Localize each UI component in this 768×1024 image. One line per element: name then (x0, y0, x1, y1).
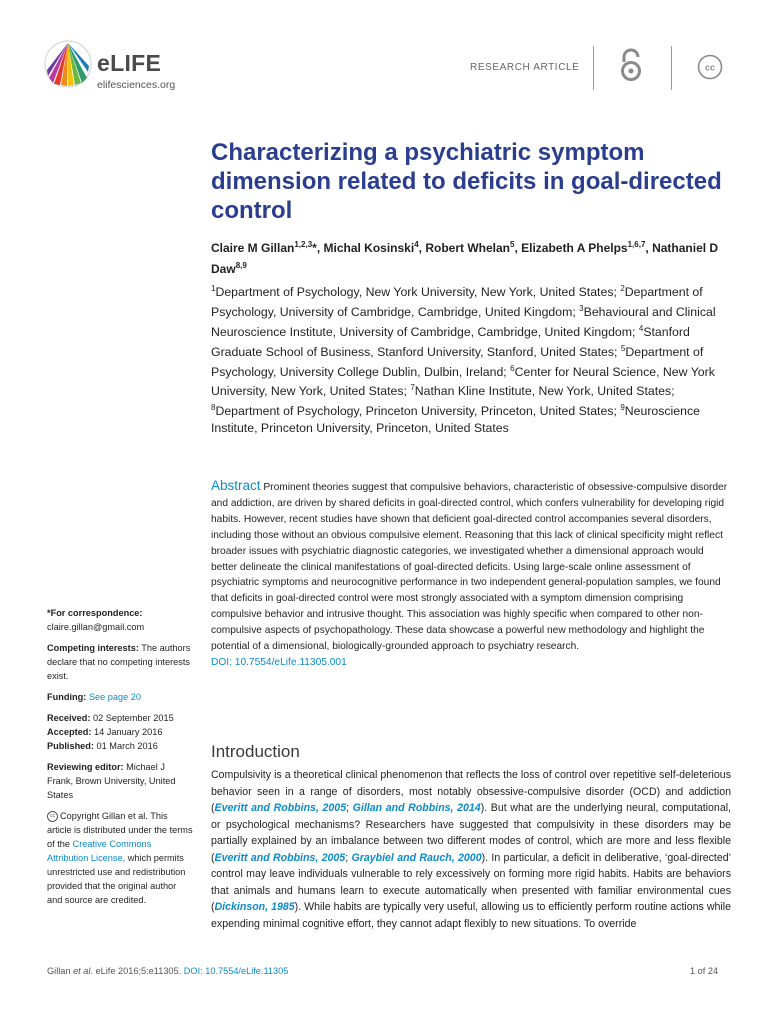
elife-logo[interactable] (44, 40, 92, 88)
affiliation-text: Behavioural and Clinical Neuroscience Institute, University of Cambridge, Cambridge, United Kingdom; (211, 304, 716, 339)
affiliation-number: 4 (638, 323, 644, 333)
affiliation-text: Neuroscience Institute, Princeton University, Princeton, United States (211, 404, 700, 436)
affiliation-number: 3 (579, 303, 584, 313)
author-name[interactable]: Robert Whelan (425, 241, 510, 255)
citation-link[interactable]: Everitt and Robbins, 2005 (214, 851, 346, 864)
article-info-sidebar (47, 606, 193, 914)
author-affiliation-marker: 4 (414, 240, 419, 249)
citation-link[interactable]: Everitt and Robbins, 2005 (214, 802, 347, 814)
affiliation-number: 5 (620, 343, 626, 353)
competing-interests (47, 641, 193, 683)
page-number: 1 of 24 (690, 966, 719, 976)
citation-link[interactable]: Graybiel and Rauch, 2000 (351, 851, 482, 864)
corresponding-author-marker: * (312, 241, 317, 255)
abstract-doi-link[interactable]: DOI: 10.7554/eLife.11305.001 (211, 656, 347, 668)
introduction-body (211, 767, 731, 932)
affiliation-list (211, 281, 731, 437)
cc-small-icon: cc (47, 811, 58, 822)
footer-citation (47, 966, 288, 976)
author-affiliation-marker: 1,6,7 (627, 240, 646, 249)
affiliation-text: Stanford Graduate School of Business, Stanford University, Stanford, United States; (211, 324, 690, 359)
author-name[interactable]: Michal Kosinski (323, 241, 415, 255)
affiliation-text: Nathan Kline Institute, New York, United States; (414, 384, 675, 399)
affiliation-text: Department of Psychology, University of Cambridge, Cambridge, United Kingdom; (211, 285, 703, 319)
footer-journal: eLife 2016;5:e11305. (95, 966, 182, 976)
footer-doi-link[interactable]: DOI: 10.7554/eLife.11305 (183, 966, 289, 976)
body-text: ; (345, 851, 352, 864)
reviewing-editor (47, 760, 193, 802)
received-date: 02 September 2015 (92, 713, 174, 723)
funding-label: Funding: (47, 692, 87, 702)
editor-value: Michael J Frank, Brown University, United States (47, 762, 176, 800)
brand-url[interactable]: elifesciences.org (97, 79, 176, 91)
competing-value: The authors declare that no competing interests exist. (47, 643, 191, 681)
affiliation-number: 2 (620, 284, 625, 293)
affiliation-number: 6 (510, 363, 515, 373)
header-divider (671, 46, 672, 90)
body-text: ). In particular, a deficit in deliberative, ‘goal-directed’ control may leave individuals vulnerable to rely excessively on forming more rigid habits. Habits are behaviors that animals and humans learn to execute automatically when presented with familiar environmental cues ( (211, 851, 732, 913)
received-label: Received: (47, 713, 91, 723)
author-name[interactable]: Nathaniel D Daw (211, 241, 719, 276)
author-affiliation-marker: 5 (510, 240, 515, 249)
competing-label: Competing interests: (47, 643, 139, 653)
creative-commons-icon (697, 54, 723, 80)
footer-author: Gillan (47, 966, 71, 976)
license-link[interactable]: Creative Commons Attribution License, (47, 839, 152, 863)
affiliation-text: Center for Neural Science, New York University, New York, United States; (211, 364, 715, 399)
header-divider (593, 46, 594, 90)
copyright-post: which permits unrestricted use and redistribution provided that the original author and source are credited. (47, 853, 186, 905)
copyright (47, 809, 193, 907)
body-text: ). While habits are typically very useful, allowing us to efficiently perform routine actions while expending minimal cognitive effort, they cannot adapt flexibly to new situations. To override (211, 901, 731, 930)
introduction-heading: Introduction (211, 742, 300, 761)
footer-etal: et al. (73, 966, 93, 976)
affiliation-number: 7 (410, 383, 415, 393)
author-affiliation-marker: 8,9 (235, 261, 247, 270)
published-label: Published: (47, 741, 94, 751)
affiliation-text: Department of Psychology, University College Dublin, Dulbin, Ireland; (211, 344, 704, 379)
dates (47, 711, 193, 753)
affiliation-number: 9 (620, 403, 625, 413)
brand-name: eLIFE (97, 50, 162, 76)
body-text: ). But what are the underlying neural, computational, or psychological mechanisms? Researchers have suggested that compulsivity in these disorders may be partially explained by an imbalance between two different modes of control, which are more and less flexible ( (211, 802, 732, 864)
funding-link[interactable]: See page 20 (88, 692, 141, 702)
correspondence (47, 606, 193, 634)
article-type-label: RESEARCH ARTICLE (470, 62, 580, 73)
author-name[interactable]: Claire M Gillan (211, 241, 295, 255)
citation-link[interactable]: Dickinson, 1985 (214, 901, 295, 913)
editor-label: Reviewing editor: (47, 762, 124, 772)
affiliation-text: Department of Psychology, New York University, New York, United States; (215, 285, 617, 300)
correspondence-label: *For correspondence: (47, 608, 143, 618)
published-date: 01 March 2016 (96, 741, 158, 751)
svg-text:cc: cc (704, 62, 716, 73)
copyright-pre: Copyright Gillan et al. This article is distributed under the terms of the (47, 811, 193, 849)
author-affiliation-marker: 1,2,3 (294, 240, 313, 249)
body-text: Compulsivity is a theoretical clinical phenomenon that reflects the loss of control over repetitive self-deleterious behavior seen in a range of disorders, most notably obsessive-compulsive disorder (OCD) and addiction ( (211, 769, 731, 814)
accepted-label: Accepted: (47, 727, 92, 737)
article-title: Characterizing a psychiatric symptom dimension related to deficits in goal-directed control (211, 139, 722, 224)
abstract (211, 478, 731, 671)
accepted-date: 14 January 2016 (93, 727, 163, 737)
author-name[interactable]: Elizabeth A Phelps (521, 241, 628, 255)
abstract-heading: Abstract (211, 478, 261, 493)
abstract-text: Prominent theories suggest that compulsive behaviors, characteristic of obsessive-compulsive disorder and addiction, are driven by shared deficits in goal-directed control, which confers vulnerability for developing rigid habits. However, recent studies have shown that deficient goal-directed control accompanies several disorders, including those without an obvious compulsive element. Reasoning that this lack of clinical specificity might reflect broader issues with psychiatric diagnostic categories, we investigated whether a dimensional approach would better delineate the clinical manifestations of goal-directed deficits. Using large-scale online assessment of psychiatric symptoms and neurocognitive performance in two independent general-population samples, we found that deficits in goal-directed control were most strongly associated with a symptom dimension comprising compulsive behavior and intrusive thought. This association was highly specific when compared to other non-compulsive aspects of psychopathology. These data showcase a powerful new methodology and highlight the potential of a dimensional, biologically-grounded approach to psychiatry research. (211, 482, 728, 653)
affiliation-text: Department of Psychology, Princeton University, Princeton, United States; (215, 404, 617, 419)
citation-link[interactable]: Gillan and Robbins, 2014 (352, 802, 481, 814)
open-access-icon (618, 48, 644, 82)
affiliation-number: 1 (211, 284, 216, 293)
body-text: ; (346, 802, 353, 814)
affiliation-number: 8 (211, 403, 216, 413)
correspondence-email[interactable]: claire.gillan@gmail.com (47, 622, 145, 632)
funding (47, 690, 193, 704)
author-list: Claire M Gillan$^{1,2,3}$*, Michal Kosinski$^4$, Robert Whelan$^5$, Elizabeth A Phelps$^{1,6,7}$, Nathaniel D Daw$^{8,9}$ (211, 240, 719, 276)
